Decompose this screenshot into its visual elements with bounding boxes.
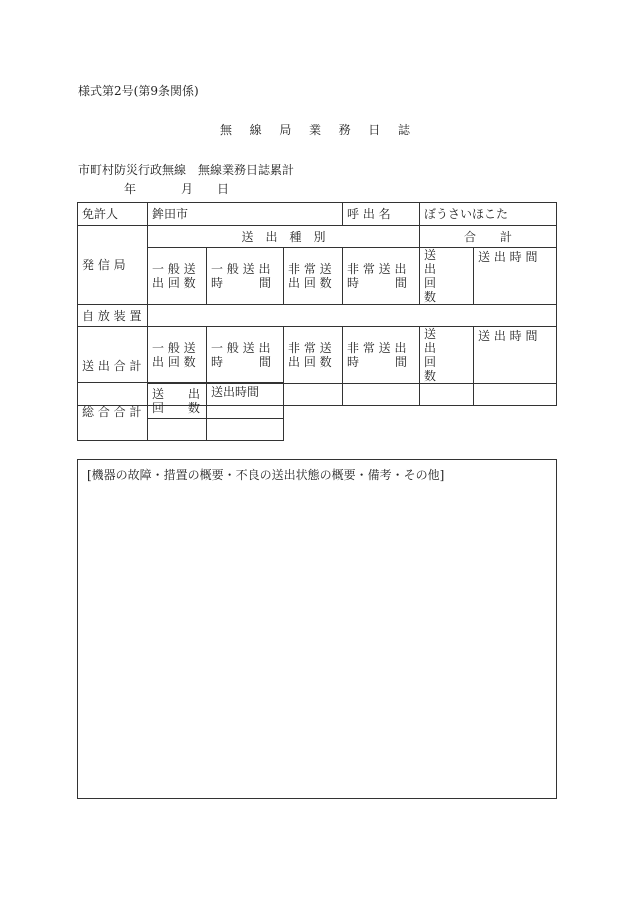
title-char: 線 (249, 123, 262, 137)
license-holder-label: 免許人 (78, 203, 148, 226)
total-header: 合 計 (420, 226, 557, 248)
date-day: 日 (216, 182, 229, 196)
emergency-time-header: 非 常 送 出 時 間 (343, 327, 420, 384)
form-number: 様式第2号(第9条関係) (78, 84, 199, 98)
grand-total-count-cell[interactable] (148, 419, 207, 441)
emergency-time-cell[interactable] (343, 384, 420, 406)
remarks-box[interactable] (77, 459, 557, 799)
total-time-header: 送 出 時 間 (474, 248, 557, 305)
document-title (220, 123, 410, 137)
title-char: 誌 (397, 123, 410, 137)
call-sign-value: ぼうさいほこた (420, 203, 557, 226)
title-char: 無 (220, 123, 233, 137)
document-subtitle: 市町村防災行政無線 無線業務日誌累計 (78, 163, 295, 177)
general-time-header: 一 般 送 出 時 間 (207, 327, 284, 384)
title-char: 務 (338, 123, 351, 137)
remarks-label: [機器の故障・措置の概要・不良の送出状態の概要・備考・その他] (87, 468, 445, 482)
station-label: 発 信 局 (78, 226, 148, 305)
total-count-header: 送 出 回 数 (420, 327, 474, 384)
total-time-cell[interactable] (474, 384, 557, 406)
date-year: 年 (124, 182, 137, 196)
emergency-count-header: 非 常 送 出 回 数 (284, 327, 343, 384)
call-sign-label: 呼 出 名 (343, 203, 420, 226)
title-char: 日 (368, 123, 381, 137)
auto-device-value[interactable] (148, 305, 557, 327)
grand-total-time-cell[interactable] (207, 419, 284, 441)
general-time-header: 一 般 送 出 時 間 (207, 248, 284, 305)
total-time-header: 送 出 時 間 (474, 327, 557, 384)
emergency-count-header: 非 常 送 出 回 数 (284, 248, 343, 305)
grand-total-label: 総 合 合 計 (78, 383, 148, 441)
total-count-header: 送 出 回 数 (420, 248, 474, 305)
grand-total-count-header: 送 出 回 数 (148, 383, 207, 419)
log-summary-table (77, 202, 557, 406)
grand-total-time-header: 送出時間 (207, 383, 284, 419)
emergency-count-cell[interactable] (284, 384, 343, 406)
emergency-time-header: 非 常 送 出 時 間 (343, 248, 420, 305)
general-count-header: 一 般 送 出 回 数 (148, 327, 207, 384)
date-month: 月 (180, 182, 193, 196)
title-char: 局 (279, 123, 292, 137)
send-total-label: 送 出 合 計 (78, 327, 148, 406)
transmission-type-header: 送 出 種 別 (148, 226, 420, 248)
date-line (124, 182, 229, 196)
total-count-cell[interactable] (420, 384, 474, 406)
grand-total-table (77, 382, 284, 441)
title-char: 業 (308, 123, 321, 137)
license-holder-value: 鉾田市 (148, 203, 343, 226)
general-count-header: 一 般 送 出 回 数 (148, 248, 207, 305)
auto-device-label: 自 放 装 置 (78, 305, 148, 327)
